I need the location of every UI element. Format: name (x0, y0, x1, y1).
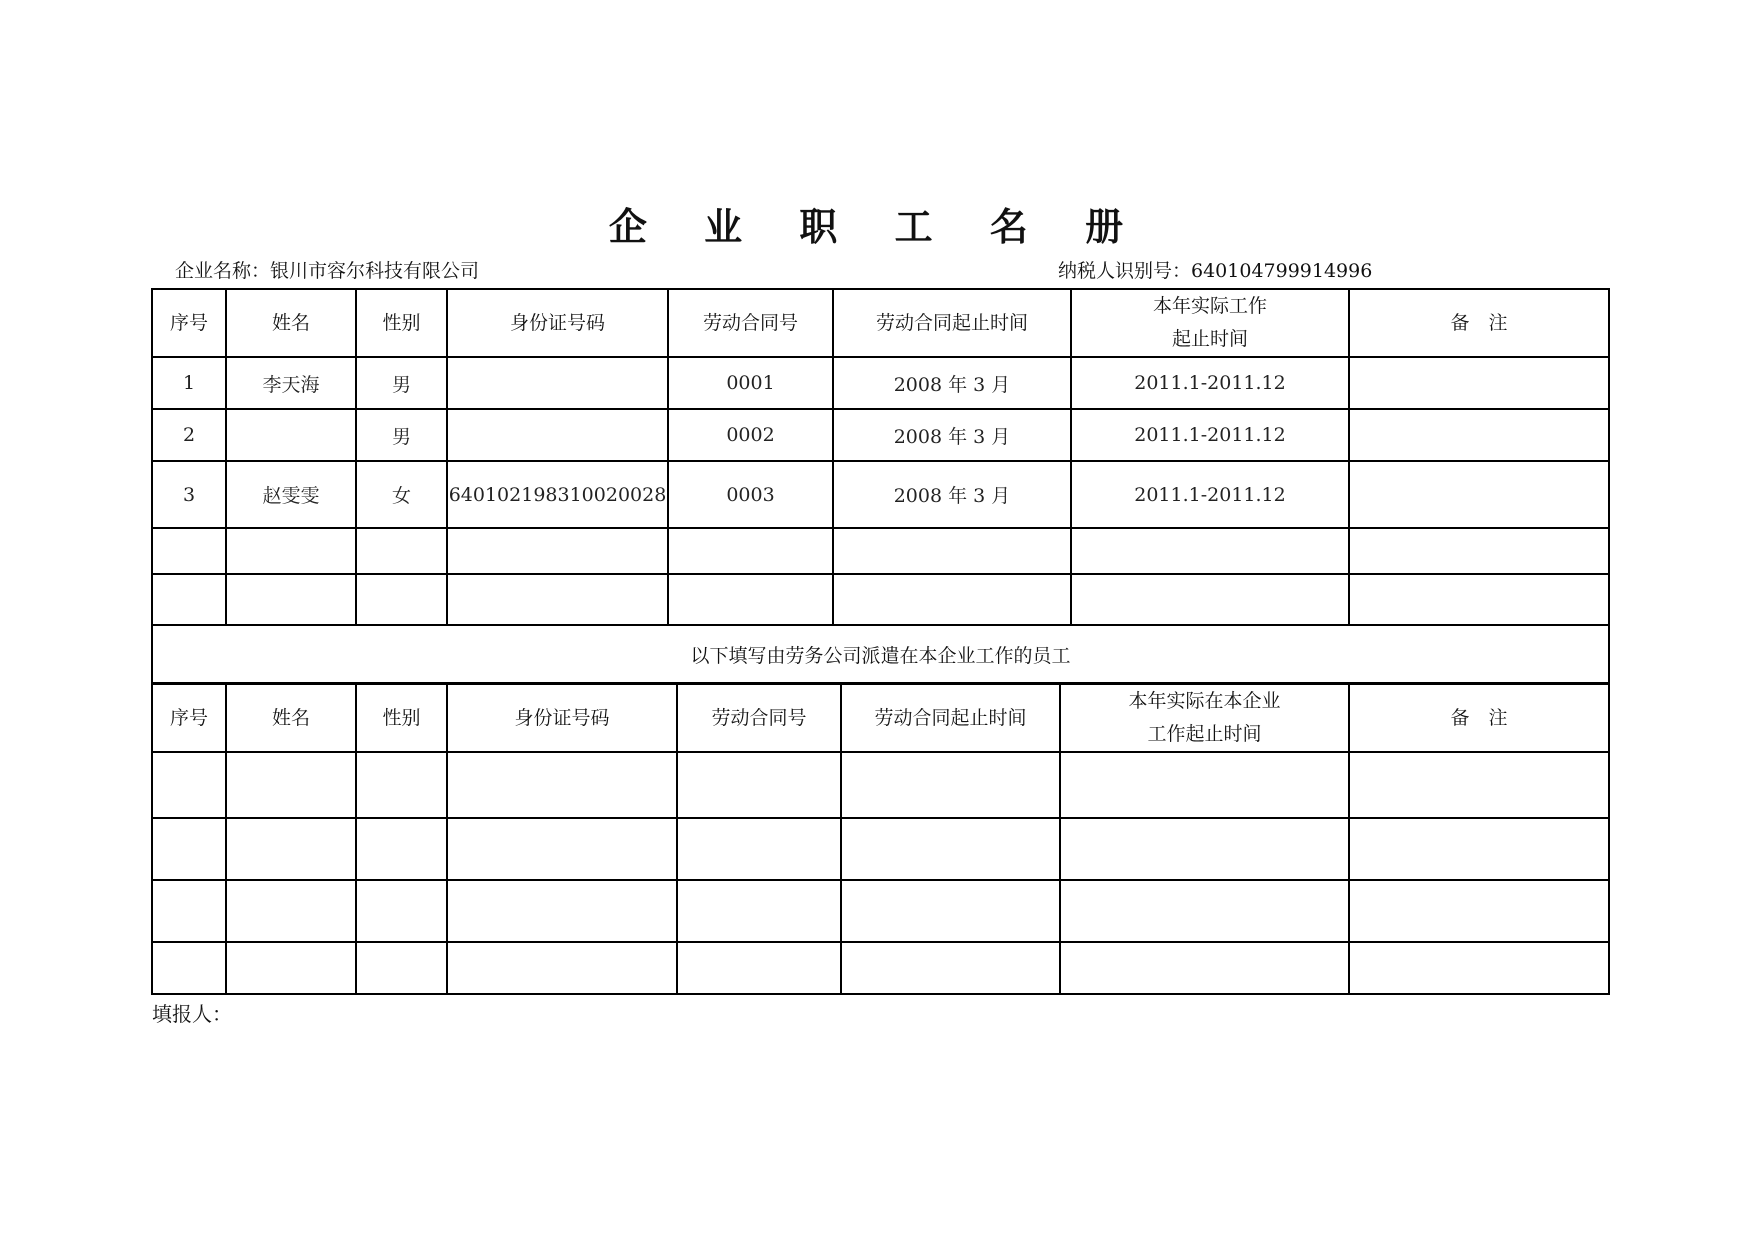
empty-cell (356, 528, 447, 574)
cell-seq: 3 (152, 461, 226, 528)
header-name: 姓名 (226, 289, 356, 357)
empty-cell (677, 752, 841, 818)
table-row (152, 357, 1609, 409)
empty-cell (1349, 880, 1609, 942)
table-row (152, 461, 1609, 528)
empty-cell (447, 880, 677, 942)
header-gender: 性别 (356, 289, 447, 357)
cell-name: 李天海 (226, 357, 356, 409)
header-actual-work-line2: 起止时间 (1171, 328, 1248, 350)
empty-cell (152, 880, 226, 942)
cell-id-number (447, 357, 668, 409)
empty-cell (356, 818, 447, 880)
cell-id-number (447, 409, 668, 461)
empty-cell (677, 818, 841, 880)
empty-cell (1060, 752, 1349, 818)
header-name: 姓名 (226, 684, 356, 752)
header-actual-work-line2: 工作起止时间 (1147, 723, 1262, 745)
cell-seq: 1 (152, 357, 226, 409)
section-note-row (152, 625, 1609, 683)
empty-cell (356, 880, 447, 942)
header-remarks: 备 注 (1349, 289, 1609, 357)
table-row-empty (152, 528, 1609, 574)
header-seq: 序号 (152, 684, 226, 752)
header-actual-work-line1: 本年实际工作 (1152, 295, 1267, 317)
empty-cell (833, 528, 1071, 574)
empty-cell (356, 752, 447, 818)
page-title: 企 业 职 工 名 册 (608, 204, 1146, 249)
table-row-empty (152, 818, 1609, 880)
header-actual-work-period (1060, 684, 1349, 752)
header-gender: 性别 (356, 684, 447, 752)
cell-gender: 女 (356, 461, 447, 528)
empty-cell (447, 942, 677, 994)
header-actual-work-line1: 本年实际在本企业 (1128, 690, 1281, 712)
cell-contract-no: 0003 (668, 461, 833, 528)
empty-cell (841, 942, 1060, 994)
taxpayer-id: 纳税人识别号：640104799914996 (1058, 260, 1373, 282)
header-contract-period: 劳动合同起止时间 (833, 289, 1071, 357)
cell-actual-work-period: 2011.1-2011.12 (1071, 461, 1349, 528)
empty-cell (1349, 818, 1609, 880)
table-row-empty (152, 752, 1609, 818)
header-contract-no: 劳动合同号 (668, 289, 833, 357)
cell-remarks (1349, 357, 1609, 409)
empty-cell (447, 818, 677, 880)
empty-cell (1349, 574, 1609, 625)
header-id-number: 身份证号码 (447, 684, 677, 752)
empty-cell (1060, 818, 1349, 880)
empty-cell (152, 528, 226, 574)
empty-cell (226, 942, 356, 994)
cell-actual-work-period: 2011.1-2011.12 (1071, 409, 1349, 461)
empty-cell (356, 942, 447, 994)
header-contract-period: 劳动合同起止时间 (841, 684, 1060, 752)
empty-cell (1071, 528, 1349, 574)
empty-cell (1349, 942, 1609, 994)
cell-id-number: 640102198310020028 (447, 461, 668, 528)
table-row-empty (152, 574, 1609, 625)
header-seq: 序号 (152, 289, 226, 357)
cell-seq: 2 (152, 409, 226, 461)
empty-cell (668, 574, 833, 625)
form-filler-label: 填报人： (152, 1002, 232, 1026)
empty-cell (1349, 752, 1609, 818)
empty-cell (677, 880, 841, 942)
empty-cell (1060, 880, 1349, 942)
empty-cell (447, 752, 677, 818)
empty-cell (1349, 528, 1609, 574)
empty-cell (152, 574, 226, 625)
cell-contract-period: 2008 年 3 月 (833, 409, 1071, 461)
cell-actual-work-period: 2011.1-2011.12 (1071, 357, 1349, 409)
header-contract-no: 劳动合同号 (677, 684, 841, 752)
header-remarks: 备 注 (1349, 684, 1609, 752)
table-row-empty (152, 880, 1609, 942)
cell-name (226, 409, 356, 461)
cell-name: 赵雯雯 (226, 461, 356, 528)
cell-gender: 男 (356, 357, 447, 409)
dispatched-employee-table (151, 683, 1610, 995)
table-row (152, 409, 1609, 461)
company-name: 企业名称：银川市容尔科技有限公司 (175, 260, 480, 282)
empty-cell (1060, 942, 1349, 994)
cell-contract-no: 0002 (668, 409, 833, 461)
empty-cell (226, 818, 356, 880)
empty-cell (152, 752, 226, 818)
table-header-row (152, 684, 1609, 752)
empty-cell (677, 942, 841, 994)
empty-cell (152, 818, 226, 880)
empty-cell (668, 528, 833, 574)
empty-cell (841, 880, 1060, 942)
empty-cell (226, 528, 356, 574)
empty-cell (841, 752, 1060, 818)
empty-cell (226, 752, 356, 818)
empty-cell (226, 880, 356, 942)
cell-gender: 男 (356, 409, 447, 461)
table-header-row (152, 289, 1609, 357)
section-note: 以下填写由劳务公司派遣在本企业工作的员工 (152, 625, 1609, 683)
header-actual-work-period (1071, 289, 1349, 357)
empty-cell (356, 574, 447, 625)
header-id-number: 身份证号码 (447, 289, 668, 357)
cell-remarks (1349, 409, 1609, 461)
cell-remarks (1349, 461, 1609, 528)
cell-contract-no: 0001 (668, 357, 833, 409)
employee-register-table (151, 288, 1610, 684)
empty-cell (447, 528, 668, 574)
empty-cell (841, 818, 1060, 880)
empty-cell (152, 942, 226, 994)
empty-cell (226, 574, 356, 625)
table-row-empty (152, 942, 1609, 994)
cell-contract-period: 2008 年 3 月 (833, 461, 1071, 528)
cell-contract-period: 2008 年 3 月 (833, 357, 1071, 409)
empty-cell (833, 574, 1071, 625)
empty-cell (1071, 574, 1349, 625)
empty-cell (447, 574, 668, 625)
